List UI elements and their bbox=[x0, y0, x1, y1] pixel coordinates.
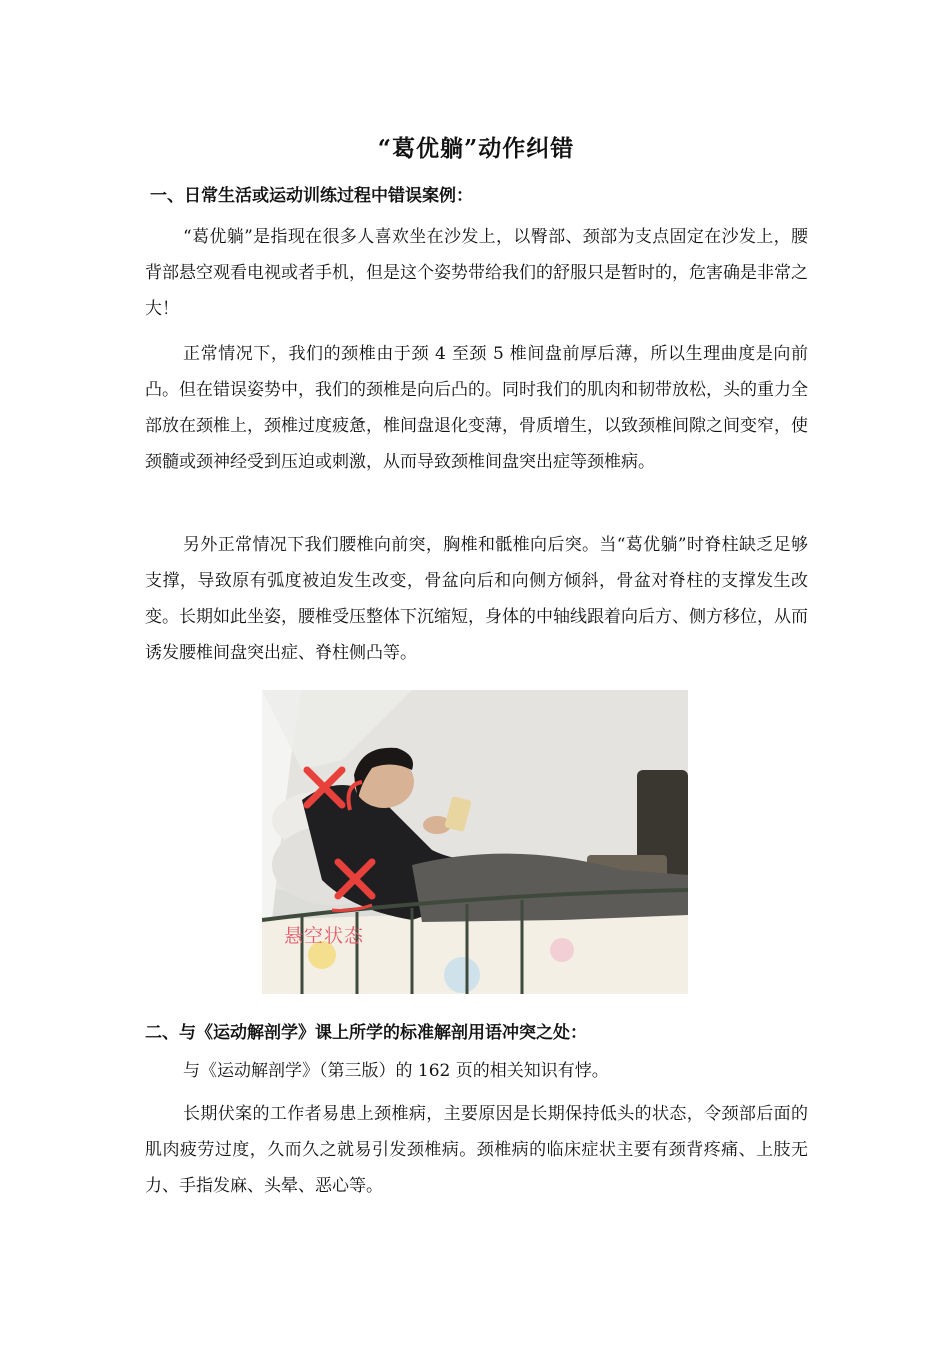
section-heading-conflict: 二、与《运动解剖学》课上所学的标准解剖用语冲突之处： bbox=[145, 1023, 587, 1043]
posture-photo bbox=[262, 690, 688, 994]
paragraph-lumbar: 另外正常情况下我们腰椎向前突，胸椎和骶椎向后突。当“葛优躺”时脊柱缺乏足够支撑，导致原有弧度被迫发生改变，骨盆向后和向侧方倾斜，骨盆对脊柱的支撑发生改变。长期如此坐姿，腰椎受压整体下沉缩短，身体的中轴线跟着向后方、侧方移位，从而诱发腰椎间盘突出症、脊柱侧凸等。 bbox=[145, 535, 808, 663]
posture-photo-illustration bbox=[262, 690, 688, 994]
paragraph-cervical: 正常情况下，我们的颈椎由于颈 4 至颈 5 椎间盘前厚后薄，所以生理曲度是向前凸。但在错误姿势中，我们的颈椎是向后凸的。同时我们的肌肉和韧带放松，头的重力全部放在颈椎上，颈椎过度疲惫，椎间盘退化变薄，骨质增生，以致颈椎间隙之间变窄，使颈髓或颈神经受到压迫或刺激，从而导致颈椎间盘突出症等颈椎病。 bbox=[145, 344, 808, 472]
section-heading-errors: 一、日常生活或运动训练过程中错误案例： bbox=[150, 186, 473, 206]
paragraph-symptoms: 长期伏案的工作者易患上颈椎病，主要原因是长期保持低头的状态，令颈部后面的肌肉疲劳过度，久而久之就易引发颈椎病。颈椎病的临床症状主要有颈背疼痛、上肢无力、手指发麻、头晕、恶心等。 bbox=[145, 1104, 808, 1196]
document-title: “葛优躺”动作纠错 bbox=[377, 135, 575, 162]
paragraph-definition: “葛优躺”是指现在很多人喜欢坐在沙发上，以臀部、颈部为支点固定在沙发上，腰背部悬空观看电视或者手机，但是这个姿势带给我们的舒服只是暂时的，危害确是非常之大！ bbox=[145, 227, 808, 319]
photo-caption: 悬空状态 bbox=[284, 925, 365, 947]
paragraph-reference: 与《运动解剖学》（第三版）的 162 页的相关知识有悖。 bbox=[183, 1061, 609, 1081]
